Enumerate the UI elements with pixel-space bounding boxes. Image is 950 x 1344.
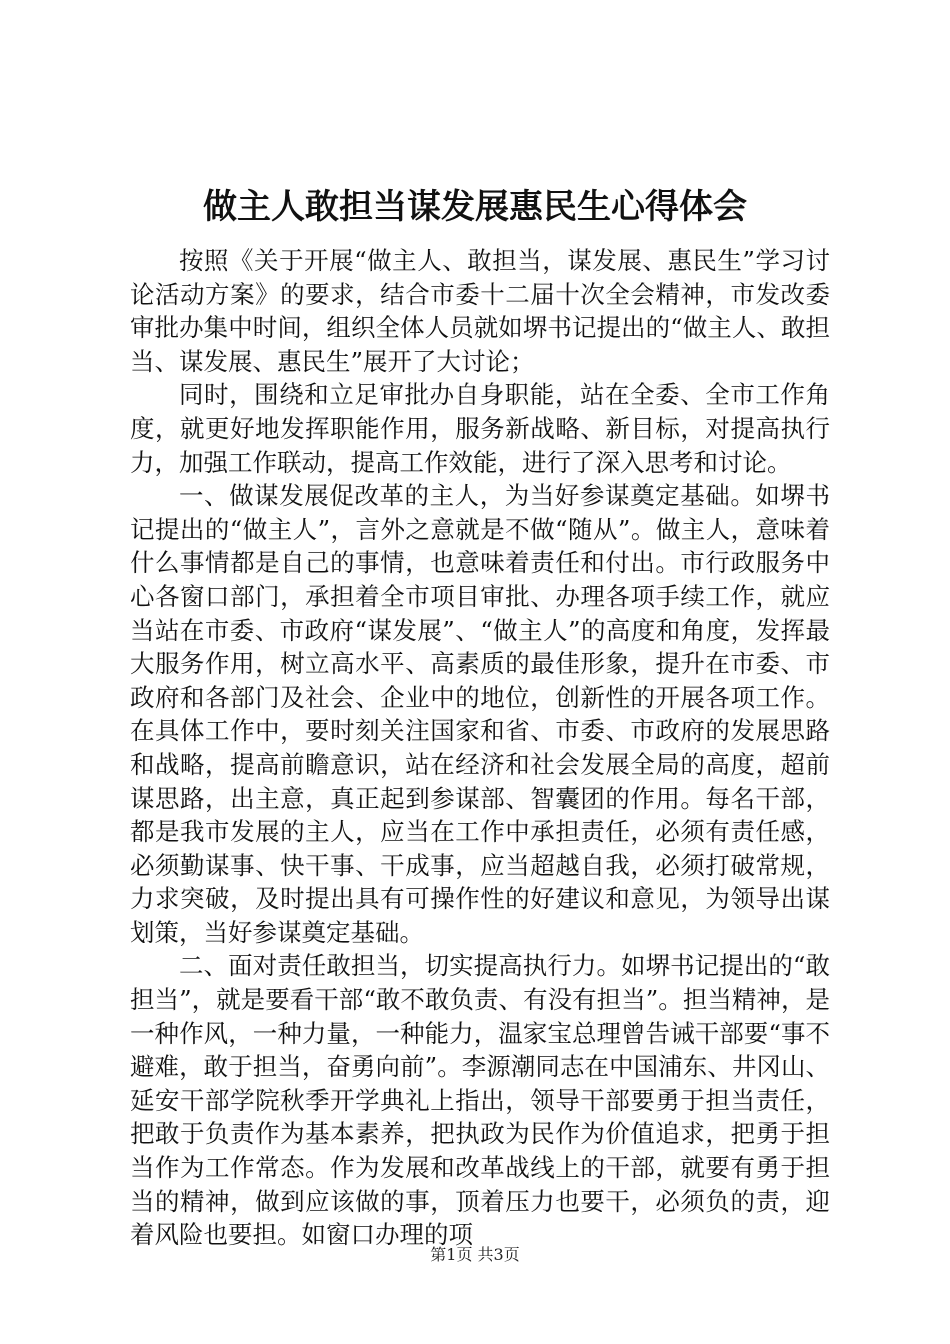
document-body — [130, 244, 830, 1252]
paragraph-context: 同时，围绕和立足审批办自身职能，站在全委、全市工作角度，就更好地发挥职能作用，服务新战略、新目标，对提高执行力，加强工作联动，提高工作效能，进行了深入思考和讨论。 — [130, 380, 830, 477]
paragraph-intro: 按照《关于开展“做主人、敢担当，谋发展、惠民生”学习讨论活动方案》的要求，结合市委十二届十次全会精神，市发改委审批办集中时间，组织全体人员就如堺书记提出的“做主人、敢担当、谋发展、惠民生”展开了大讨论； — [130, 246, 830, 376]
paragraph-section-two: 二、面对责任敢担当，切实提高执行力。如堺书记提出的“敢担当”，就是要看干部“敢不敢负责、有没有担当”。担当精神，是一种作风，一种力量，一种能力，温家宝总理曾告诫干部要“事不避难，敢于担当，奋勇向前”。李源潮同志在中国浦东、井冈山、延安干部学院秋季开学典礼上指出，领导干部要勇于担当责任，把敢于负责作为基本素养，把执政为民作为价值追求，把勇于担当作为工作常态。作为发展和改革战线上的干部，就要有勇于担当的精神，做到应该做的事，顶着压力也要干，必须负的责，迎着风险也要担。如窗口办理的项 — [130, 951, 830, 1250]
document-title: 做主人敢担当谋发展惠民生心得体会 — [203, 187, 747, 227]
page-number-footer: 第1页 共3页 — [430, 1245, 520, 1264]
paragraph-section-one: 一、做谋发展促改革的主人，为当好参谋奠定基础。如堺书记提出的“做主人”，言外之意就是不做“随从”。做主人，意味着什么事情都是自己的事情，也意味着责任和付出。市行政服务中心各窗口部门，承担着全市项目审批、办理各项手续工作，就应当站在市委、市政府“谋发展”、“做主人”的高度和角度，发挥最大服务作用，树立高水平、高素质的最佳形象，提升在市委、市政府和各部门及社会、企业中的地位，创新性的开展各项工作。在具体工作中，要时刻关注国家和省、市委、市政府的发展思路和战略，提高前瞻意识，站在经济和社会发展全局的高度，超前谋思路，出主意，真正起到参谋部、智囊团的作用。每名干部，都是我市发展的主人，应当在工作中承担责任，必须有责任感，必须勤谋事、快干事、干成事，应当超越自我，必须打破常规，力求突破，及时提出具有可操作性的好建议和意见，为领导出谋划策，当好参谋奠定基础。 — [130, 481, 830, 947]
